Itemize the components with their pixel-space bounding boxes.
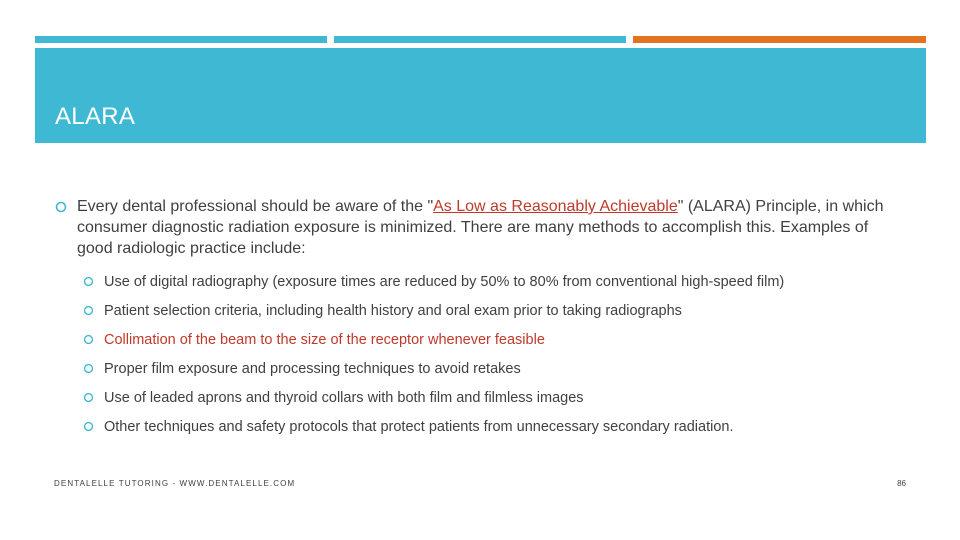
top-accent-bar-3 xyxy=(633,36,926,43)
title-band xyxy=(35,48,926,143)
sub-bullet-text: Use of leaded aprons and thyroid collars with both film and filmless images xyxy=(104,390,584,406)
hollow-circle-icon xyxy=(55,201,67,213)
sub-bullet xyxy=(83,388,943,417)
footer-text: DENTALELLE TUTORING - WWW.DENTALELLE.COM xyxy=(54,479,296,488)
sub-bullet-text: Collimation of the beam to the size of the receptor whenever feasible xyxy=(104,332,545,348)
sub-bullet xyxy=(83,301,943,330)
sub-bullet-text: Proper film exposure and processing techniques to avoid retakes xyxy=(104,361,521,377)
sub-bullet xyxy=(83,417,943,446)
sub-bullet xyxy=(83,272,943,301)
hollow-circle-icon xyxy=(83,392,94,403)
slide-title: ALARA xyxy=(55,103,136,130)
sub-bullet-list xyxy=(83,272,943,446)
sub-bullet xyxy=(83,359,943,388)
main-bullet-prefix: Every dental professional should be aware of the " xyxy=(77,198,434,215)
page-number: 86 xyxy=(897,479,906,488)
hollow-circle-icon xyxy=(83,421,94,432)
sub-bullet-text: Use of digital radiography (exposure times are reduced by 50% to 80% from conventional high-speed film) xyxy=(104,274,785,290)
alara-link[interactable]: As Low as Reasonably Achievable xyxy=(433,198,678,215)
main-bullet xyxy=(55,196,895,259)
sub-bullet-text: Patient selection criteria, including health history and oral exam prior to taking radiographs xyxy=(104,303,682,319)
top-accent-bar-1 xyxy=(35,36,327,43)
main-bullet-text xyxy=(77,196,895,259)
hollow-circle-icon xyxy=(83,363,94,374)
sub-bullet-text: Other techniques and safety protocols that protect patients from unnecessary secondary radiation. xyxy=(104,419,734,435)
sub-bullet xyxy=(83,330,943,359)
top-accent-bar-2 xyxy=(334,36,626,43)
main-bullet-suffix: " (ALARA) Principle, in which consumer diagnostic radiation exposure is minimized. There are many methods to accomplish this. Examples of good radiologic practice include: xyxy=(77,198,884,257)
hollow-circle-icon xyxy=(83,276,94,287)
hollow-circle-icon xyxy=(83,305,94,316)
hollow-circle-icon xyxy=(83,334,94,345)
